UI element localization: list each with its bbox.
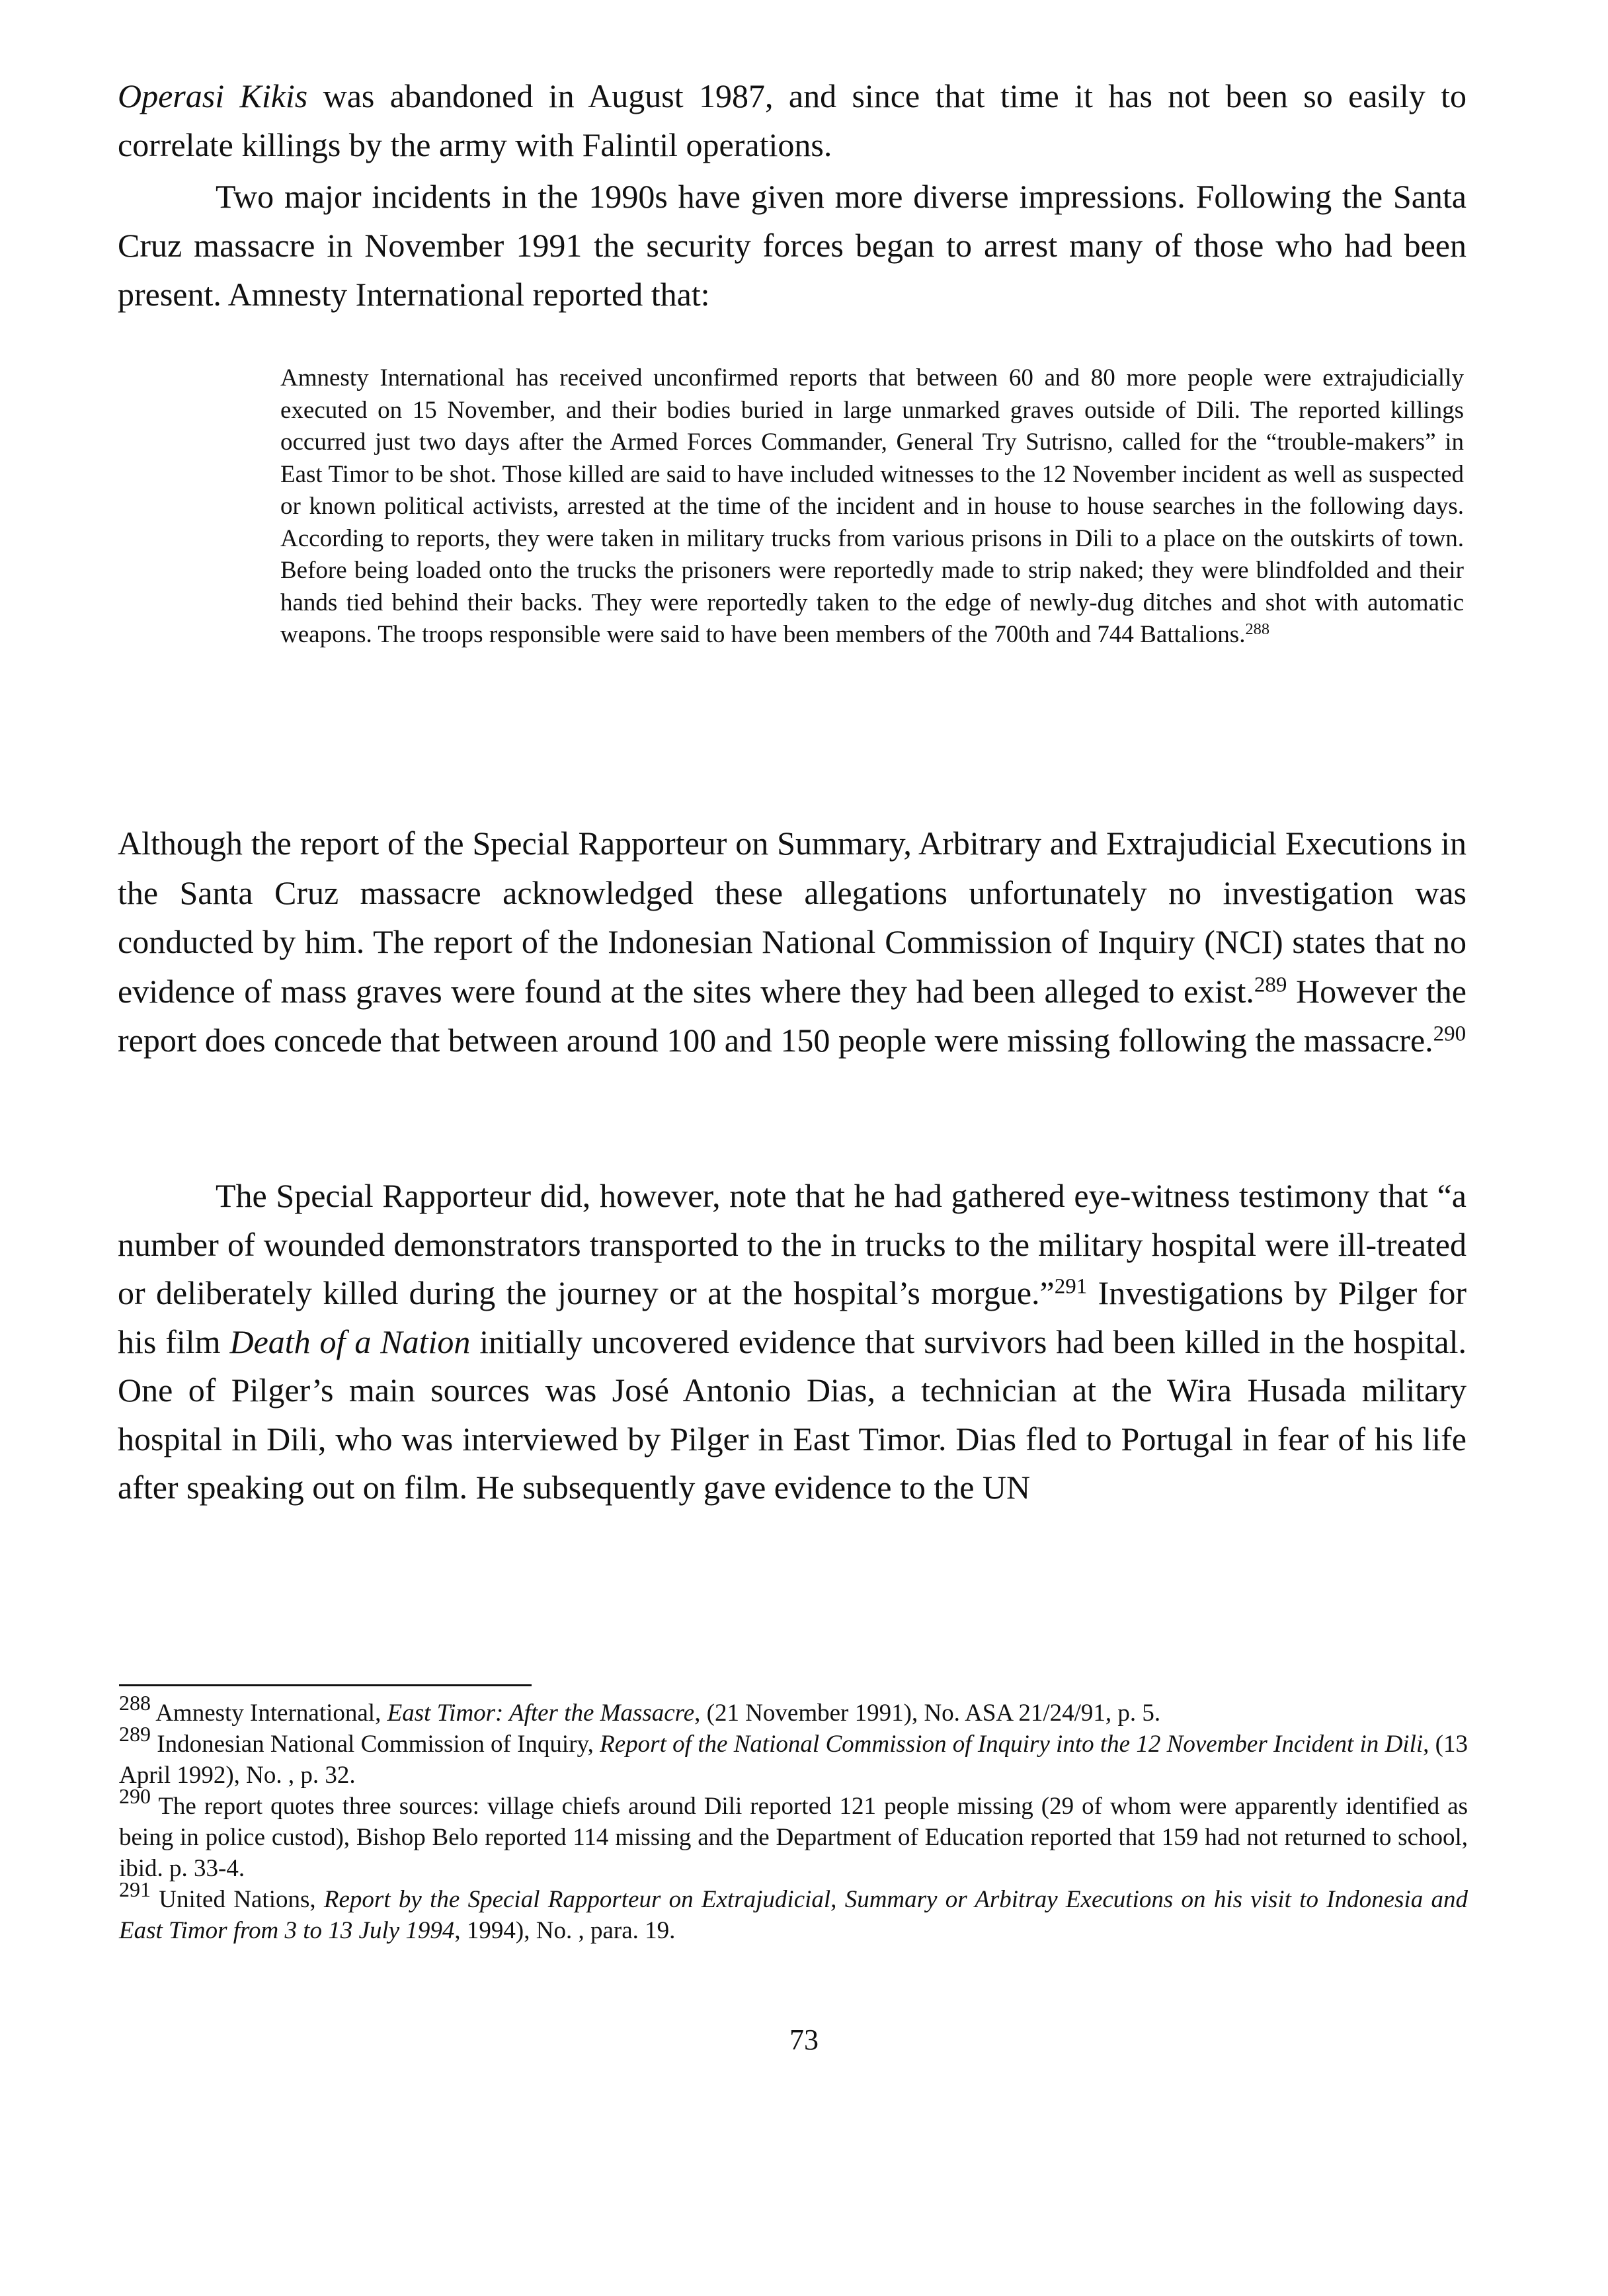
footnote-ref-288[interactable]: 288 (1245, 620, 1270, 638)
footnote-number: 290 (119, 1784, 151, 1808)
footnote-290 (119, 1784, 1468, 1884)
italic-operasi-kikis: Operasi Kikis (118, 77, 308, 114)
footnote-italic-title: Report of the National Commission of Inquiry into the 12 November Incident in Dili (600, 1731, 1424, 1758)
footnote-ref-289[interactable]: 289 (1254, 973, 1287, 997)
paragraph-text: However the report does concede that between around 100 and 150 people were missing following the massacre. (118, 972, 1467, 1059)
footnote-289 (119, 1722, 1468, 1791)
footnote-text: , 1994), No. , para. 19. (454, 1917, 676, 1944)
quote-text: Amnesty International has received unconfirmed reports that between 60 and 80 more people were extrajudicially executed on 15 November, and their bodies buried in large unmarked graves outside of Dili. The reported killings occurred just two days after the Armed Forces Commander, General Try Sutrisno, called for the “trouble-makers” in East Timor to be shot. Those killed are said to have included witnesses to the 12 November incident as well as suspected or known political activists, arrested at the time of the incident and in house to house searches in the following days. According to reports, they were taken in military trucks from various prisons in Dili to a place on the outskirts of town. Before being loaded onto the trucks the prisoners were reportedly made to strip naked; they were blindfolded and their hands tied behind their backs. They were reportedly taken to the edge of newly-dug ditches and shot with automatic weapons. The troops responsible were said to have been members of the 700th and 744 Battalions. (280, 364, 1464, 648)
amnesty-quote-block (280, 362, 1464, 651)
paragraph-text: Investigations by Pilger for his film (118, 1274, 1467, 1360)
paragraph-text: initially uncovered evidence that survivors had been killed in the hospital. One of Pilger’s main sources was José Antonio Dias, a technician at the Wira Husada military hospital in Dili, who was interviewed by Pilger in East Timor. Dias fled to Portugal in fear of his life after speaking out on film. He subsequently gave evidence to the UN (118, 1323, 1467, 1506)
paragraph-special-rapporteur-report (118, 819, 1467, 1065)
footnote-text: The report quotes three sources: village chiefs around Dili reported 121 people missing (29 of whom were apparently identified as being in police custod), Bishop Belo reported 114 missing and the Department of Education reported that 159 had not returned to school, ibid. p. 33-4. (119, 1793, 1468, 1882)
paragraph-two-major-incidents (118, 172, 1467, 319)
paragraph-text: Although the report of the Special Rapporteur on Summary, Arbitrary and Extrajudicial Executions in the Santa Cruz massacre acknowledged these allegations unfortunately no investigation was conducted by him. The report of the Indonesian National Commission of Inquiry (NCI) states that no evidence of mass graves were found at the sites where they had been alleged to exist. (118, 825, 1467, 1010)
footnote-ref-290[interactable]: 290 (1433, 1022, 1467, 1046)
footnote-text: , (21 November 1991), No. ASA 21/24/91, p. 5. (694, 1700, 1161, 1727)
page-number: 73 (789, 2024, 819, 2056)
paragraph-text: The Special Rapporteur did, however, note that he had gathered eye-witness testimony that “a number of wounded demonstrators transported to the in trucks to the military hospital were ill-treated or deliberately killed during the journey or at the hospital’s morgue.” (118, 1177, 1467, 1311)
footnote-separator (119, 1684, 532, 1686)
paragraph-text: was abandoned in August 1987, and since that time it has not been so easily to correlate killings by the army with Falintil operations. (118, 77, 1467, 163)
footnote-number: 288 (119, 1691, 151, 1715)
footnote-291 (119, 1877, 1468, 1946)
footnotes-section (119, 1691, 1468, 1946)
footnote-italic-title: Report by the Special Rapporteur on Extrajudicial, Summary or Arbitray Executions on his visit to Indonesia and East Timor from 3 to 13 July 1994 (119, 1886, 1468, 1944)
footnote-number: 291 (119, 1877, 151, 1901)
italic-film-title: Death of a Nation (229, 1323, 471, 1360)
paragraph-eye-witness-testimony (118, 1172, 1467, 1512)
footnote-text: United Nations, (151, 1886, 324, 1913)
paragraph-text: Two major incidents in the 1990s have given more diverse impressions. Following the Santa Cruz massacre in November 1991 the security forces began to arrest many of those who had been present. Amnesty International reported that: (118, 178, 1467, 313)
footnote-text: , (13 April 1992), No. , p. 32. (119, 1731, 1468, 1789)
footnote-288 (119, 1691, 1468, 1729)
footnote-italic-title: East Timor: After the Massacre (387, 1700, 695, 1727)
footnote-ref-291[interactable]: 291 (1054, 1274, 1088, 1299)
footnote-text: Indonesian National Commission of Inquiry, (151, 1731, 600, 1758)
paragraph-operasi-kikis (118, 71, 1467, 169)
footnote-text: Amnesty International, (151, 1700, 387, 1727)
footnote-number: 289 (119, 1722, 151, 1746)
